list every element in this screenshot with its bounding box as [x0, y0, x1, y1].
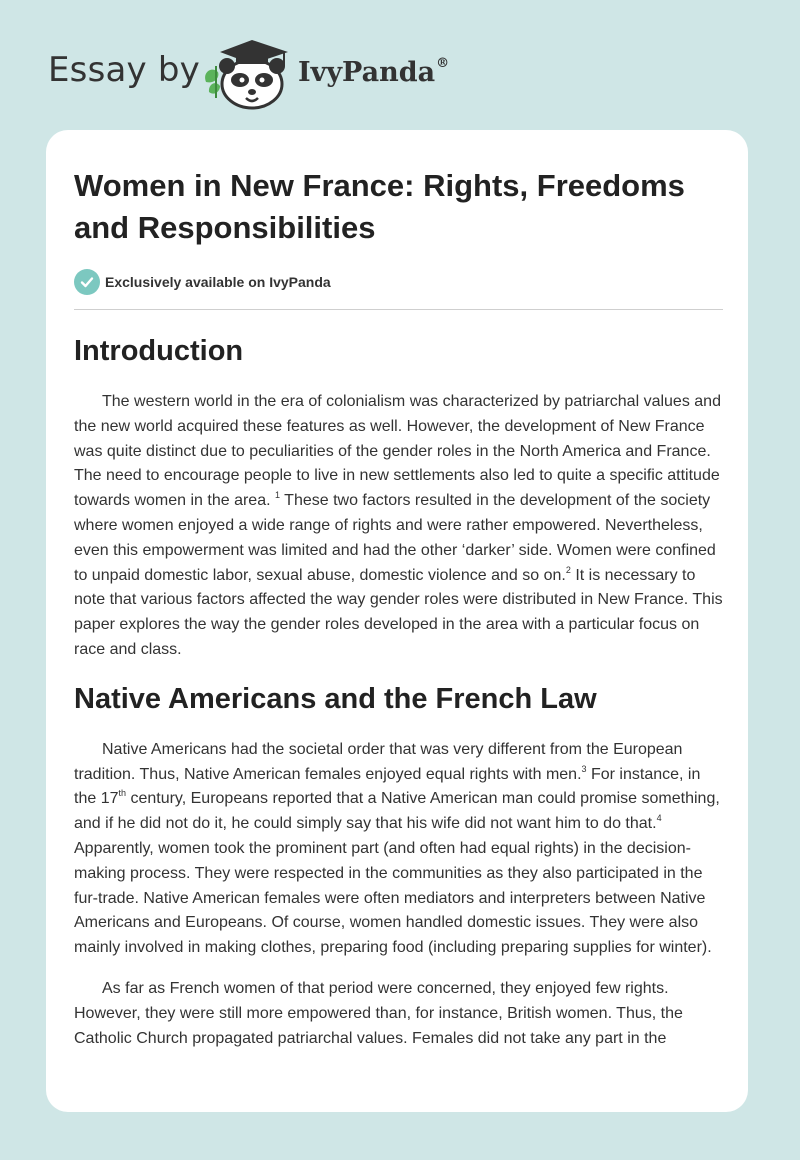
article-title: Women in New France: Rights, Freedoms and Responsibilities [74, 168, 685, 245]
site-header [0, 0, 800, 128]
ordinal-suffix: th [118, 788, 126, 799]
paragraph: The western world in the era of colonialism was characterized by patriarchal values and the new world acquired these features as well. However, the development of New France was quite distinct due to peculiarities of the gender roles in the North America and France. The need to encourage people to live in new settlements also led to quite a specific attitude towards women in the area. $^1$ These two factors resulted in the development of the society where women enjoyed a wide range of rights and were rather empowered. Nevertheless, even this empowerment was limited and had the other ‘darker’ side. Women were confined to unpaid domestic labor, sexual abuse, domestic violence and so on.$^2$ It is necessary to note that various factors affected the way gender roles were distributed in New France. This paper explores the way the gender roles developed in the area with a particular focus on race and class. [74, 393, 723, 658]
brand-name[interactable]: IvyPanda® [298, 56, 450, 88]
footnote-ref[interactable]: 1 [275, 490, 281, 501]
footnote-ref[interactable]: 4 [656, 813, 662, 824]
essay-by-label: Essay by [48, 50, 200, 90]
section-heading-native-americans: Native Americans and the French Law [74, 682, 597, 715]
paragraph: As far as French women of that period were concerned, they enjoyed few rights. However, they were still more empowered than, for instance, British women. Thus, the Catholic Church propagated patriarchal values. Females did not take any part in the [74, 979, 683, 1047]
badge-text: Exclusively available on IvyPanda [105, 274, 331, 290]
paragraph: Native Americans had the societal order that was very different from the European tradition. Thus, Native American females enjoyed equal rights with men.$^3$ For instance, in the 17th century, Europeans reported that a Native American man could promise something, and if he did not do it, he could simply say that his wife did not want him to do that.$^4$ Apparently, women took the prominent part (and often had equal rights) in the decision-making process. They were respected in the communities as they also participated in the fur-trade. Native American females were often mediators and interpreters between Native Americans and Europeans. Of course, women handled domestic issues. They were also mainly involved in making clothes, preparing food (including preparing supplies for winter). [74, 740, 720, 957]
article-card [46, 130, 748, 1112]
panda-graduate-icon[interactable] [200, 36, 292, 110]
section-heading-introduction: Introduction [74, 335, 244, 367]
divider [74, 309, 723, 310]
footnote-ref[interactable]: 2 [565, 564, 571, 575]
exclusive-badge [74, 267, 724, 297]
footnote-ref[interactable]: 3 [581, 763, 587, 774]
checkmark-icon [74, 269, 100, 295]
